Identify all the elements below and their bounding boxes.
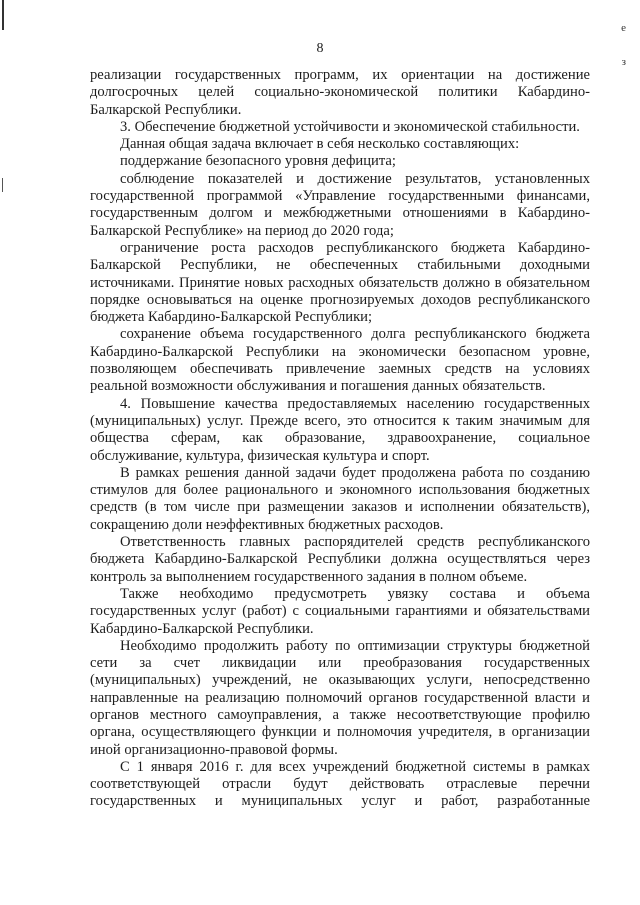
corner-mark-bottom: з: [621, 56, 626, 68]
paragraph: Необходимо продолжить работу по оптимизации структуры бюджетной сети за счет ликвидации или преобразования государственных (муниципальных) учреждений, не оказывающих услуги, непосредственно направленные на реализацию полномочий органов государственной власти и органов местного самоуправления, а также несоответствующие профилю органа, осуществляющего функции и полномочия учредителя, в организации иной организационно-правовой формы.: [90, 637, 590, 758]
paragraph: С 1 января 2016 г. для всех учреждений бюджетной системы в рамках соответствующей отрасли будут действовать отраслевые перечни государственных и муниципальных услуг и работ, разработанные: [90, 758, 590, 810]
paragraph: 4. Повышение качества предоставляемых населению государственных (муниципальных) услуг. Прежде всего, это относится к таким значимым для общества сферам, как образование, здравоохранение, социальное обслуживание, культура, физическая культура и спорт.: [90, 395, 590, 464]
paragraph: Также необходимо предусмотреть увязку состава и объема государственных услуг (работ) с социальными гарантиями и обязательствами Кабардино-Балкарской Республики.: [90, 585, 590, 637]
scan-edge-mark: [2, 178, 3, 192]
paragraph: Данная общая задача включает в себя несколько составляющих:: [120, 136, 520, 153]
paragraph: ограничение роста расходов республиканского бюджета Кабардино-Балкарской Республики, не обеспеченных стабильными доходными источниками. Принятие новых расходных обязательств должно в обязательном порядке основываться на оценке прогнозируемых доходов республиканского бюджета Кабардино-Балкарской Республики;: [90, 239, 590, 326]
paragraph: 3. Обеспечение бюджетной устойчивости и экономической стабильности.: [120, 118, 580, 135]
paragraph: сохранение объема государственного долга республиканского бюджета Кабардино-Балкарской Республики на экономически безопасном уровне, позволяющем обеспечивать привлечение заемных средств на условиях реальной возможности обслуживания и погашения данных обязательств.: [90, 326, 590, 395]
paragraph: В рамках решения данной задачи будет продолжена работа по созданию стимулов для более рационального и экономного использования бюджетных средств (в том числе при размещении заказов и исполнении обязательств), сокращению доли неэффективных бюджетных расходов.: [90, 464, 590, 533]
paragraph: реализации государственных программ, их ориентации на достижение долгосрочных целей социально-экономической политики Кабардино-Балкарской Республики.: [90, 67, 590, 118]
document-body: [90, 67, 590, 811]
paragraph: Ответственность главных распорядителей средств республиканского бюджета Кабардино-Балкарской Республики должна осуществляться через контроль за выполнением государственного задания в полном объеме.: [90, 534, 590, 585]
paragraph: поддержание безопасного уровня дефицита;: [120, 153, 396, 170]
page-number: 8: [316, 41, 324, 56]
corner-mark-top: е: [621, 22, 626, 34]
paragraph: соблюдение показателей и достижение результатов, установленных государственной программой «Управление государственными финансами, государственным долгом и межбюджетными отношениями в Кабардино-Балкарской Республике» на период до 2020 года;: [90, 170, 590, 239]
scan-edge-mark: [2, 0, 4, 30]
